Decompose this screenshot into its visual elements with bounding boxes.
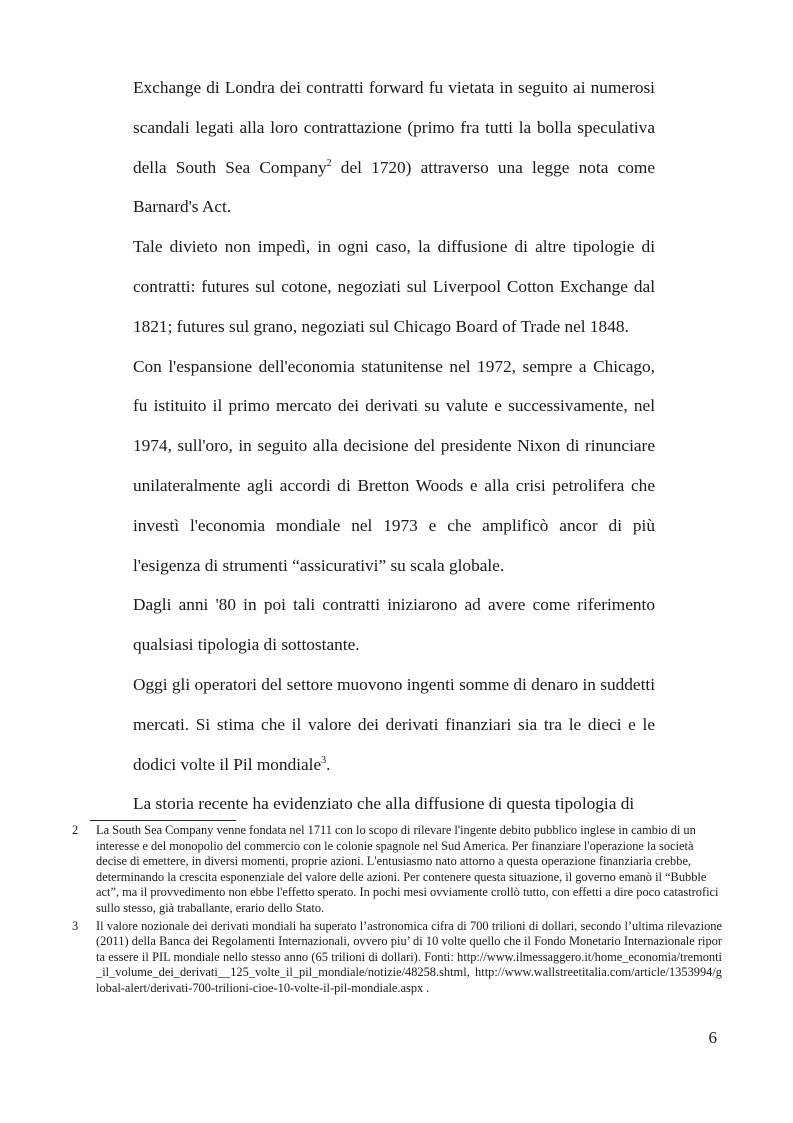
- footnote-3: [72, 919, 722, 997]
- paragraph-1-text-after: del 1720) attraverso una legge nota come Barnard's Act.: [133, 157, 655, 217]
- paragraph-4: Dagli anni '80 in poi tali contratti iniziarono ad avere come riferimento qualsiasi tipologia di sottostante.: [133, 595, 655, 655]
- paragraph-2: Tale divieto non impedì, in ogni caso, la diffusione di altre tipologie di contratti: futures sul cotone, negoziati sul Liverpool Cotton Exchange dal 1821; futures sul grano, negoziati sul Chicago Board of Trade nel 1848.: [133, 237, 655, 336]
- footnote-separator: [90, 820, 236, 821]
- paragraph-6: La storia recente ha evidenziato che alla diffusione di questa tipologia di: [133, 794, 635, 814]
- paragraph-1: [133, 68, 655, 227]
- footnote-text: La South Sea Company venne fondata nel 1711 con lo scopo di rilevare l'ingente debito pubblico inglese in cambio di un interesse e del monopolio del commercio con le colonie spagnole nel Sud America. Per finanziare l'operazione la società decise di emettere, in diversi momenti, proprie azioni. L'entusiasmo nato attorno a questa operazione finanziaria crebbe, determinando la crescita esponenziale del valore delle azioni. Per contenere questa situazione, il governo emanò il “Bubble act”, ma il provvedimento non ebbe l'effetto sperato. In pochi mesi ovviamente crollò tutto, con effetti a dire poco catastrofici sullo stesso, già traballante, erario dello Stato.: [96, 823, 719, 915]
- footnote-text: Il valore nozionale dei derivati mondiali ha superato l’astronomica cifra di 700 trilioni di dollari, secondo l’ultima rilevazione (2011) della Banca dei Regolamenti Internazionali, ovvero piu’ di 10 volte quello che il Fondo Monetario Internazionale riporta essere il PIL mondiale nello stesso anno (65 trilioni di dollari). Fonti: http://www.ilmessaggero.it/home_economia/tremonti_il_volume_dei_derivati__125_volte_il_pil_mondiale/notizie/48258.shtml, http://www.wallstreetitalia.com/article/1353994/global-alert/derivati-700-trilioni-cioe-10-volte-il-pil-mondiale.aspx .: [96, 918, 722, 995]
- paragraph-3: Con l'espansione dell'economia statunitense nel 1972, sempre a Chicago, fu istituito il primo mercato dei derivati su valute e successivamente, nel 1974, sull'oro, in seguito alla decisione del presidente Nixon di rinunciare unilateralmente agli accordi di Bretton Woods e alla crisi petrolifera che investì l'economia mondiale nel 1973 e che amplificò ancor di più l'esigenza di strumenti “assicurativi” su scala globale.: [133, 356, 655, 575]
- footnote-ref-3[interactable]: 3: [321, 754, 327, 766]
- footnotes: [72, 823, 722, 999]
- paragraph-5: [133, 665, 655, 784]
- footnote-2: [72, 823, 722, 917]
- footnote-ref-2[interactable]: 2: [326, 157, 332, 169]
- paragraph-5-text-after: .: [326, 754, 331, 774]
- page-number: 6: [708, 1028, 717, 1047]
- footnote-number: 2: [72, 823, 79, 837]
- paragraph-5-text-before: Oggi gli operatori del settore muovono ingenti somme di denaro in suddetti mercati. Si stima che il valore dei derivati finanziari sia tra le dieci e le dodici volte il Pil mondiale: [133, 674, 655, 774]
- body-text: [133, 68, 655, 824]
- paragraph-1-text-before: Exchange di Londra dei contratti forward fu vietata in seguito ai numerosi scandali legati alla loro contrattazione (primo fra tutti la bolla speculativa della South Sea Company: [133, 78, 655, 177]
- footnote-number: 3: [72, 918, 79, 933]
